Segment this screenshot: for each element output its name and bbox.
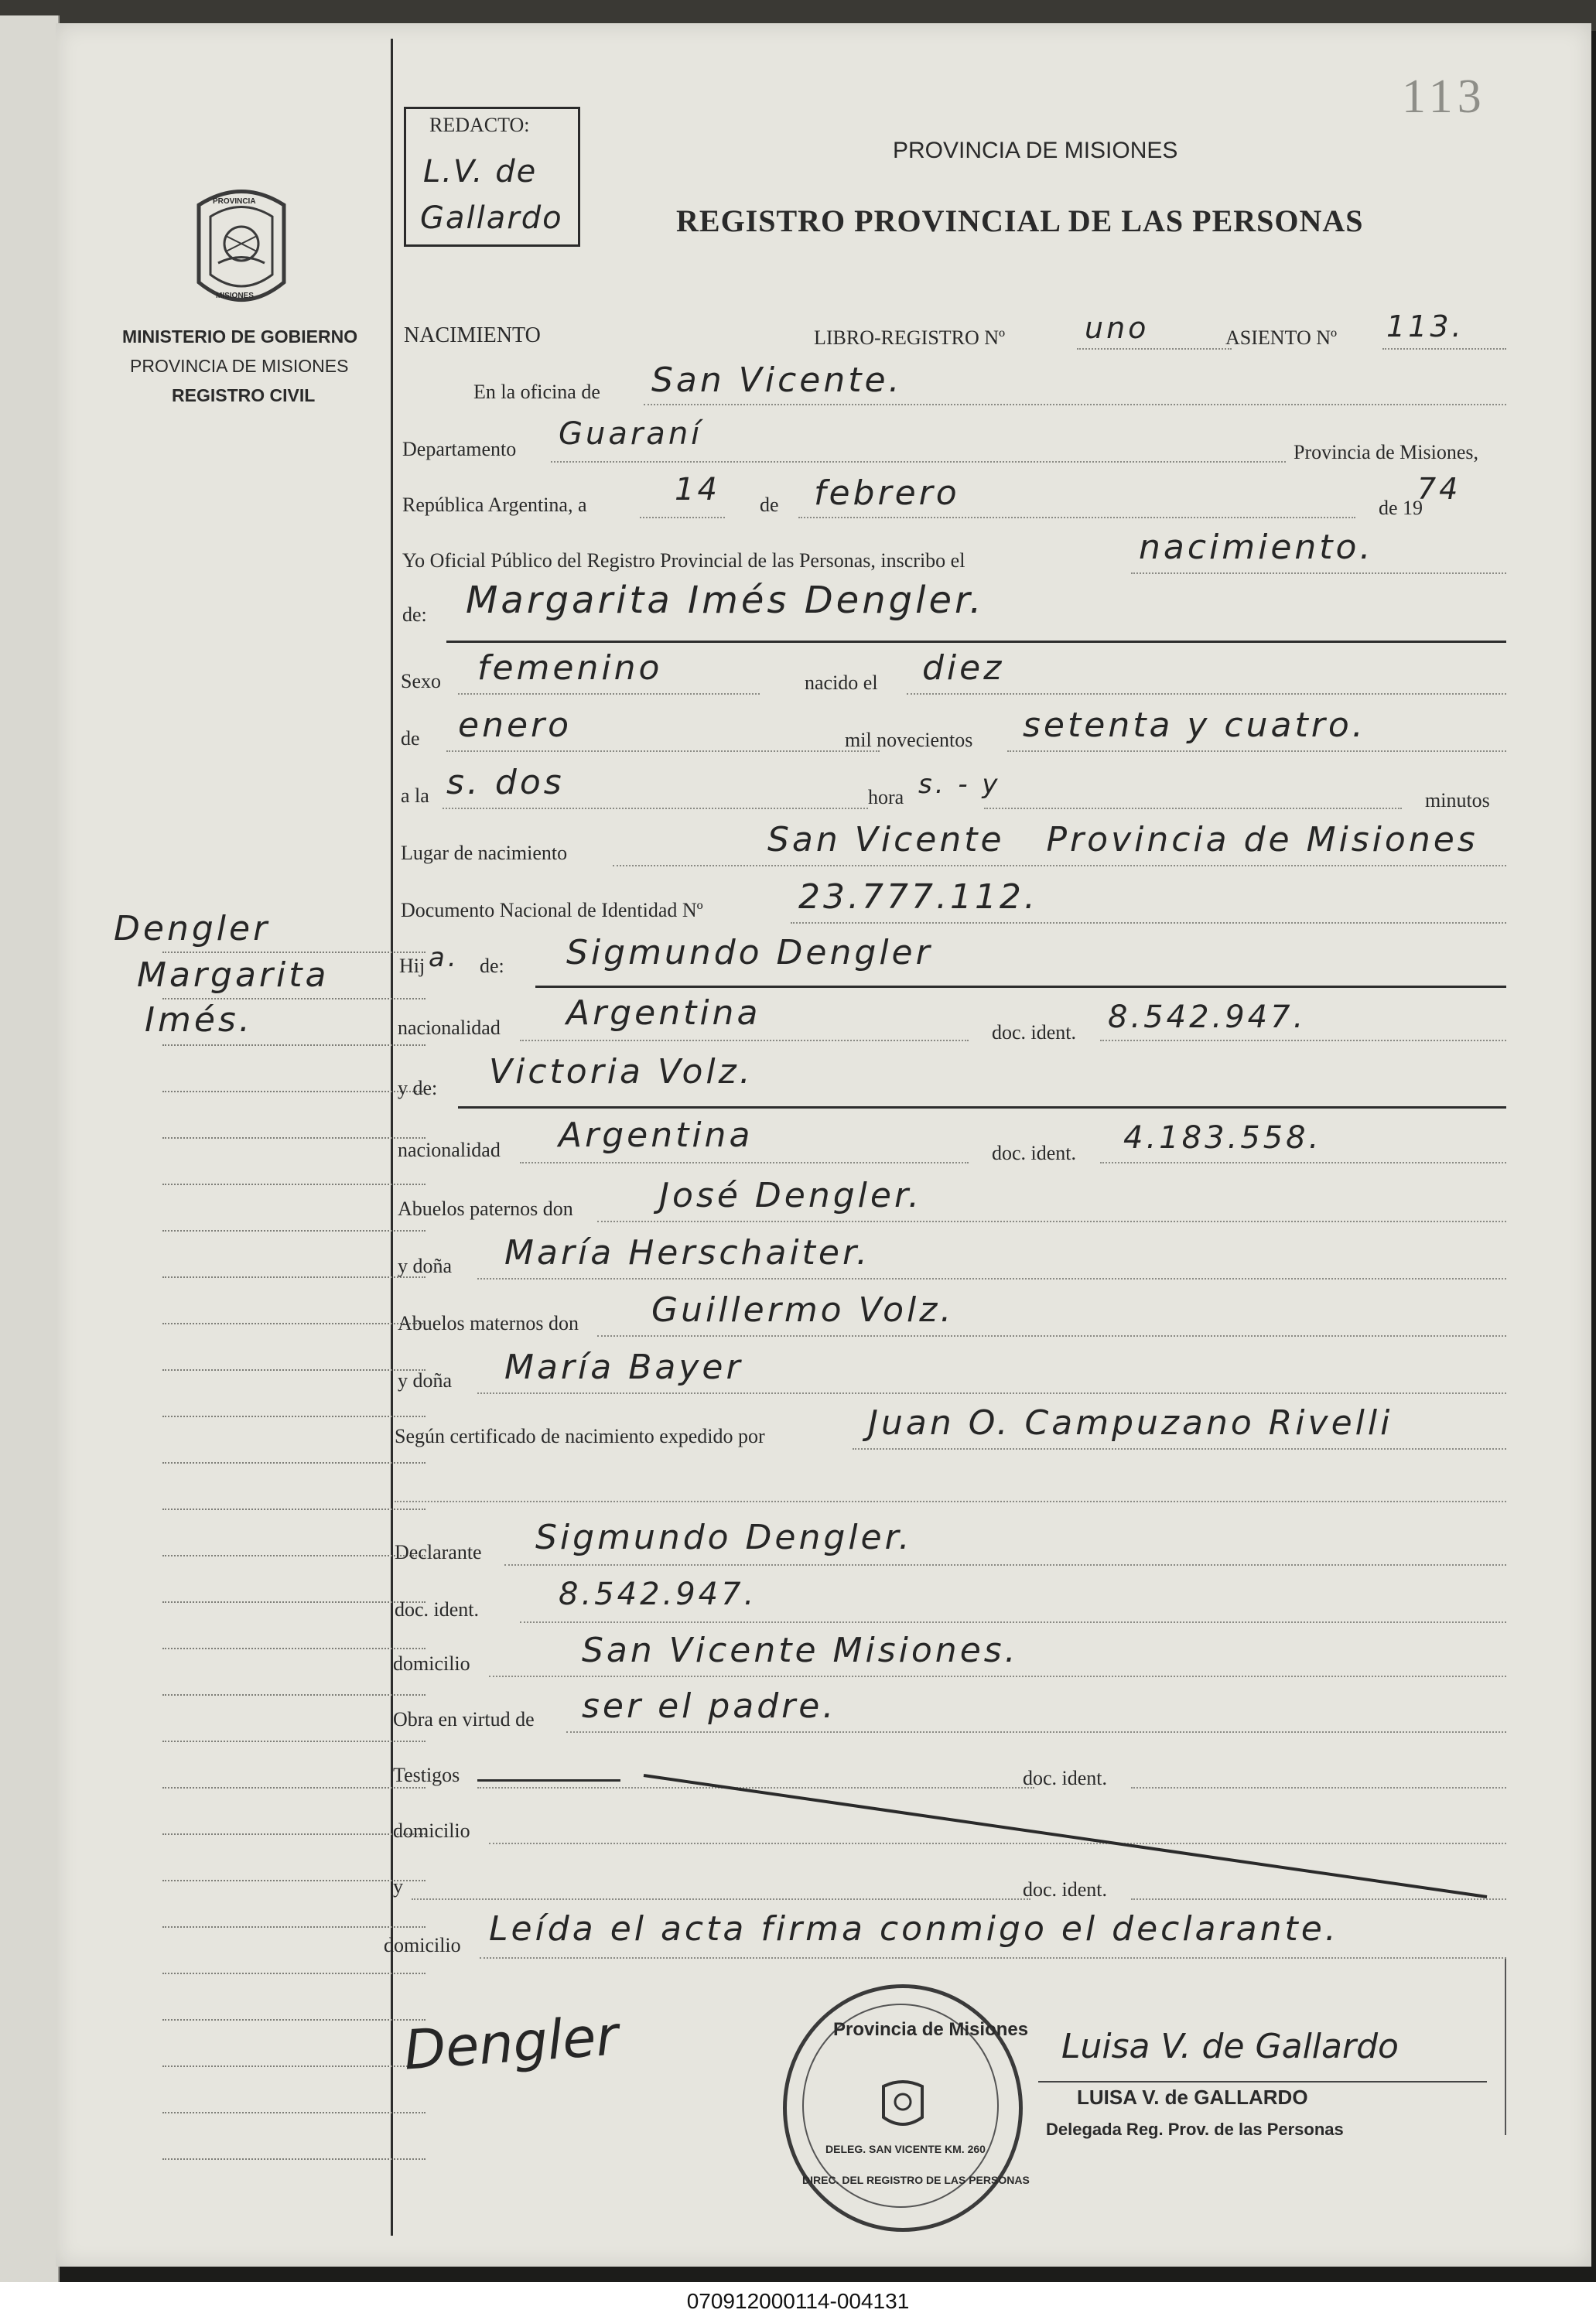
y-dona-label-2: y doña xyxy=(398,1369,453,1392)
republica-label: República Argentina, a xyxy=(402,494,587,516)
doc-value-1: 8.542.947. xyxy=(1108,999,1307,1035)
declarante-label: Declarante xyxy=(395,1541,482,1563)
seal-text-top: PROVINCIA xyxy=(213,197,256,206)
mes-value: febrero xyxy=(814,473,960,513)
hija-label: Hij xyxy=(399,955,425,977)
leida-value: Leída el acta firma conmigo el declarante. xyxy=(489,1909,1339,1949)
org-provincia: PROVINCIA DE MISIONES xyxy=(130,356,349,376)
stamp-seal-icon xyxy=(876,2077,930,2131)
declarante-value: Sigmundo Dengler. xyxy=(535,1518,913,1557)
nacionalidad-label-2: nacionalidad xyxy=(398,1139,501,1161)
sexo-label: Sexo xyxy=(401,670,441,692)
mil-value: setenta y cuatro. xyxy=(1023,706,1366,745)
departamento-value: Guaraní xyxy=(559,416,703,452)
nacimiento-heading: NACIMIENTO xyxy=(404,323,541,347)
nombre-value: Margarita Imés Dengler. xyxy=(466,579,985,622)
signature-line xyxy=(1038,2081,1487,2083)
segun-value: Juan O. Campuzano Rivelli xyxy=(868,1403,1393,1443)
abuela-pat-value: María Herschaiter. xyxy=(504,1233,870,1273)
hija-a: a. xyxy=(429,942,460,973)
a-la-label: a la xyxy=(401,784,429,807)
oficial-name: LUISA V. de GALLARDO xyxy=(1077,2086,1308,2109)
domicilio-label-2: domicilio xyxy=(393,1819,470,1842)
margin-note-2: Margarita xyxy=(137,955,330,995)
field-underline xyxy=(480,1957,1506,1959)
y-label: y xyxy=(393,1875,403,1898)
nacionalidad-value-1: Argentina xyxy=(566,993,761,1033)
oficial-signature: Luisa V. de Gallardo xyxy=(1061,2027,1399,2066)
decl-doc-label: doc. ident. xyxy=(395,1598,480,1621)
minutos-label: minutos xyxy=(1425,789,1490,811)
abuelos-pat-value: José Dengler. xyxy=(659,1176,922,1215)
asiento-label: ASIENTO Nº xyxy=(1225,326,1338,349)
de-label: de xyxy=(760,494,779,516)
nacionalidad-label-1: nacionalidad xyxy=(398,1016,501,1039)
oficial-title: Delegada Reg. Prov. de las Personas xyxy=(1046,2120,1344,2139)
provincia-suffix: Provincia de Misiones, xyxy=(1294,441,1479,463)
decl-doc-value: 8.542.947. xyxy=(559,1577,757,1612)
seal-text-bottom: MISIONES xyxy=(216,292,254,300)
mil-label: mil novecientos xyxy=(845,729,973,751)
departamento-label: Departamento xyxy=(402,438,517,460)
sexo-value: femenino xyxy=(477,648,663,688)
nacionalidad-value-2: Argentina xyxy=(559,1116,754,1155)
anio-value: 74 xyxy=(1417,472,1461,506)
stamp-top-arc: Provincia de Misiones xyxy=(833,2019,1029,2040)
footer-id: 070912000114-004131 xyxy=(0,2282,1596,2320)
dni-value: 23.777.112. xyxy=(798,877,1038,917)
declarante-signature: Dengler xyxy=(402,2004,620,2083)
horas-value: s. - y xyxy=(918,769,1001,800)
yo-oficial-value: nacimiento. xyxy=(1139,528,1374,567)
redacto-hand-1: L.V. de xyxy=(423,154,538,190)
domicilio-value-1: San Vicente Misiones. xyxy=(582,1631,1019,1670)
lugar-label: Lugar de nacimiento xyxy=(401,842,568,864)
doc-value-2: 4.183.558. xyxy=(1123,1120,1322,1156)
test-doc-label-2: doc. ident. xyxy=(1023,1878,1108,1901)
obra-label: Obra en virtud de xyxy=(393,1708,535,1731)
de-mes-label: de xyxy=(401,727,420,750)
y-dona-label-1: y doña xyxy=(398,1255,453,1277)
madre-value: Victoria Volz. xyxy=(489,1052,754,1092)
test-doc-label-1: doc. ident. xyxy=(1023,1767,1108,1789)
doc-label-1: doc. ident. xyxy=(992,1021,1077,1044)
obra-value: ser el padre. xyxy=(582,1686,837,1726)
dni-label: Documento Nacional de Identidad Nº xyxy=(401,899,703,921)
facing-page-edge xyxy=(0,15,60,2282)
abuela-mat-value: María Bayer xyxy=(504,1348,743,1387)
horas-label: hora xyxy=(868,786,904,808)
org-ministerio: MINISTERIO DE GOBIERNO xyxy=(122,326,358,347)
official-stamp xyxy=(783,1984,1030,2232)
libro-label: LIBRO-REGISTRO Nº xyxy=(814,326,1006,349)
doc-label-2: doc. ident. xyxy=(992,1142,1077,1164)
org-registro: REGISTRO CIVIL xyxy=(172,385,316,405)
lugar-value: San Vicente Provincia de Misiones xyxy=(767,820,1478,859)
libro-value: uno xyxy=(1085,311,1150,345)
domicilio-label-3: domicilio xyxy=(384,1934,461,1956)
yo-oficial-label: Yo Oficial Público del Registro Provincial de las Personas, inscribo el xyxy=(402,549,965,572)
margin-note-3: Imés. xyxy=(145,1000,253,1040)
register-page xyxy=(56,23,1591,2267)
nacido-label: nacido el xyxy=(805,671,878,694)
a-la-value: s. dos xyxy=(446,763,565,802)
y-de-label: y de: xyxy=(398,1077,438,1099)
nac-mes-value: enero xyxy=(458,706,572,745)
abuelos-mat-label: Abuelos maternos don xyxy=(398,1312,579,1334)
testigos-label: Testigos xyxy=(393,1764,460,1786)
segun-label: Según certificado de nacimiento expedido por xyxy=(395,1425,765,1447)
domicilio-label-1: domicilio xyxy=(393,1652,470,1675)
asiento-value: 113. xyxy=(1386,309,1464,343)
margin-note-1: Dengler xyxy=(114,909,271,948)
oficina-label: En la oficina de xyxy=(473,381,600,403)
stamp-bottom-arc: DIREC. DEL REGISTRO DE LAS PERSONAS xyxy=(802,2174,1030,2186)
nacido-value: diez xyxy=(922,648,1005,688)
redacto-label: REDACTO: xyxy=(429,114,530,136)
abuelos-pat-label: Abuelos paternos don xyxy=(398,1198,573,1220)
header-registry: REGISTRO PROVINCIAL DE LAS PERSONAS xyxy=(676,203,1364,238)
header-province: PROVINCIA DE MISIONES xyxy=(893,138,1178,163)
page-number: 113 xyxy=(1402,70,1486,123)
de19-label: de 19 xyxy=(1379,497,1423,519)
stamp-inner-text: DELEG. SAN VICENTE KM. 260 xyxy=(825,2143,986,2155)
de-persona-label: de: xyxy=(402,603,427,626)
redacto-hand-2: Gallardo xyxy=(420,200,563,236)
oficina-value: San Vicente. xyxy=(651,360,903,400)
hija-de: de: xyxy=(480,955,504,977)
dia-value: 14 xyxy=(675,472,720,507)
abuelos-mat-value: Guillermo Volz. xyxy=(651,1290,955,1330)
padre-value: Sigmundo Dengler xyxy=(566,933,933,972)
